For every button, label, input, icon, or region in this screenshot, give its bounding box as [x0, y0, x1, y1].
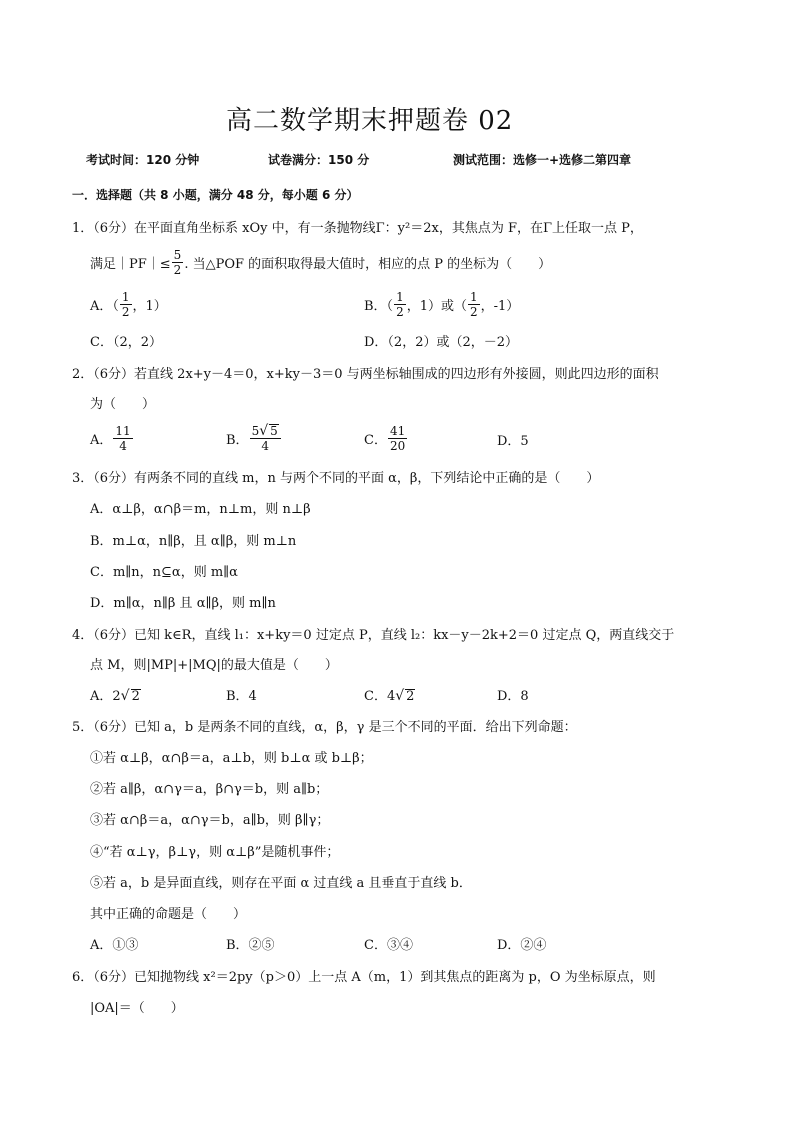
question-2-option-c[interactable]	[364, 424, 408, 453]
sqrt-icon: √	[120, 688, 130, 704]
question-2-option-d[interactable]: D．5	[497, 434, 529, 449]
question-1-option-a[interactable]	[90, 290, 167, 319]
question-5-statement-2: ②若 a∥β，α∩γ＝a，β∩γ＝b，则 a∥b；	[90, 782, 329, 797]
denominator: 2	[121, 305, 130, 319]
numerator: 5	[173, 248, 182, 262]
fraction	[250, 424, 281, 453]
opt-post: ，-1）	[480, 299, 520, 314]
question-2-stem-line2: 为（ ）	[90, 397, 156, 412]
question-5-ask: 其中正确的命题是（ ）	[90, 907, 247, 922]
question-1-stem: 1．（6分）在平面直角坐标系 xOy 中，有一条抛物线Γ：y²＝2x，其焦点为 F，在Γ上任取一点 P，	[72, 221, 643, 236]
question-3-option-a[interactable]: A．α⊥β，α∩β＝m，n⊥m，则 n⊥β	[90, 502, 311, 517]
numerator: 11	[115, 424, 131, 438]
question-4-option-a[interactable]	[90, 685, 141, 704]
question-5-statement-5: ⑤若 a，b 是异面直线，则存在平面 α 过直线 a 且垂直于直线 b．	[90, 876, 472, 891]
denominator: 2	[469, 305, 478, 319]
question-5-option-b[interactable]: B．②⑤	[226, 938, 275, 953]
question-4-stem: 4．（6分）已知 k∈R，直线 l₁：x+ky＝0 过定点 P，直线 l₂：kx－y－2k+2＝0 过定点 Q，两直线交于	[72, 628, 675, 643]
numerator: 1	[121, 290, 130, 304]
question-3-option-d[interactable]: D．m∥α，n∥β 且 α∥β，则 m∥n	[90, 596, 276, 611]
fraction	[468, 290, 480, 319]
section-heading: 一．选择题（共 8 小题，满分 48 分，每小题 6 分）	[72, 188, 359, 202]
question-2-stem: 2．（6分）若直线 2x+y－4＝0，x+ky－3＝0 与两坐标轴围成的四边形有外接圆，则此四边形的面积	[72, 367, 659, 382]
numerator: 1	[396, 290, 404, 304]
numerator: 41	[389, 424, 406, 438]
exam-time: 考试时间：120 分钟	[86, 153, 200, 167]
question-3-stem: 3．（6分）有两条不同的直线 m，n 与两个不同的平面 α，β，下列结论中正确的是（ ）	[72, 471, 600, 486]
opt-pre: A．（	[90, 299, 119, 314]
question-6-stem-line2: |OA|＝（ ）	[90, 1001, 184, 1016]
opt-mid: ，1）或（	[406, 299, 467, 314]
opt-post: ，1）	[132, 299, 167, 314]
opt-label: C．4	[364, 689, 396, 704]
radicand: 2	[406, 689, 415, 704]
question-5-option-a[interactable]: A．①③	[90, 938, 139, 953]
sqrt-icon: √	[395, 688, 405, 704]
q1-text-a: 满足｜PF｜≤	[90, 257, 171, 272]
fraction	[394, 290, 406, 319]
question-3-option-b[interactable]: B．m⊥α，n∥β，且 α∥β，则 m⊥n	[90, 534, 297, 549]
exam-scope: 测试范围：选修一+选修二第四章	[453, 153, 632, 167]
question-1-stem-line2	[90, 248, 551, 277]
question-1-option-d[interactable]: D．（2，2）或（2，－2）	[364, 335, 519, 350]
question-5-stem: 5．（6分）已知 a，b 是两条不同的直线，α，β，γ 是三个不同的平面．给出下列命题：	[72, 720, 577, 735]
radicand: 2	[131, 689, 140, 704]
denominator: 2	[173, 263, 182, 277]
question-5-statement-1: ①若 α⊥β，α∩β＝a，a⊥b，则 b⊥α 或 b⊥β；	[90, 751, 373, 766]
numerator: 1	[469, 290, 478, 304]
opt-label: B．	[226, 433, 249, 448]
question-6-stem: 6．（6分）已知抛物线 x²＝2py（p＞0）上一点 A（m，1）到其焦点的距离为 p，O 为坐标原点，则	[72, 970, 656, 985]
fraction	[388, 424, 407, 453]
fraction	[172, 248, 184, 277]
radicand: 5	[270, 424, 278, 438]
question-1-option-c[interactable]: C．（2，2）	[90, 335, 162, 350]
exam-score: 试卷满分：150 分	[268, 153, 370, 167]
question-4-option-b[interactable]: B．4	[226, 689, 257, 704]
sqrt-icon: √	[259, 423, 269, 439]
denominator: 4	[119, 439, 127, 453]
question-4-option-c[interactable]	[364, 685, 415, 704]
question-2-option-b[interactable]	[226, 424, 282, 453]
fraction	[113, 424, 132, 453]
question-5-option-c[interactable]: C．③④	[364, 938, 413, 953]
question-4-option-d[interactable]: D．8	[497, 689, 529, 704]
opt-label: A．2	[90, 689, 121, 704]
denominator: 4	[261, 439, 269, 453]
opt-label: A．	[90, 433, 113, 448]
question-4-stem-line2: 点 M，则|MP|+|MQ|的最大值是（ ）	[90, 658, 338, 673]
question-5-statement-4: ④“若 α⊥γ，β⊥γ，则 α⊥β”是随机事件；	[90, 845, 340, 860]
denominator: 20	[389, 439, 406, 453]
opt-label: C．	[364, 433, 387, 448]
question-1-option-b[interactable]	[364, 290, 519, 319]
fraction	[120, 290, 132, 319]
q1-text-b: . 当△POF 的面积取得最大值时，相应的点 P 的坐标为（ ）	[184, 257, 552, 272]
coef: 5	[251, 424, 260, 438]
page-title: 高二数学期末押题卷 02	[226, 106, 514, 136]
question-3-option-c[interactable]: C．m∥n，n⊆α，则 m∥α	[90, 565, 238, 580]
opt-pre: B．（	[364, 299, 394, 314]
question-5-option-d[interactable]: D．②④	[497, 938, 547, 953]
denominator: 2	[396, 305, 404, 319]
question-5-statement-3: ③若 α∩β＝a，α∩γ＝b，a∥b，则 β∥γ；	[90, 813, 330, 828]
question-2-option-a[interactable]	[90, 424, 134, 453]
numerator	[250, 424, 281, 439]
